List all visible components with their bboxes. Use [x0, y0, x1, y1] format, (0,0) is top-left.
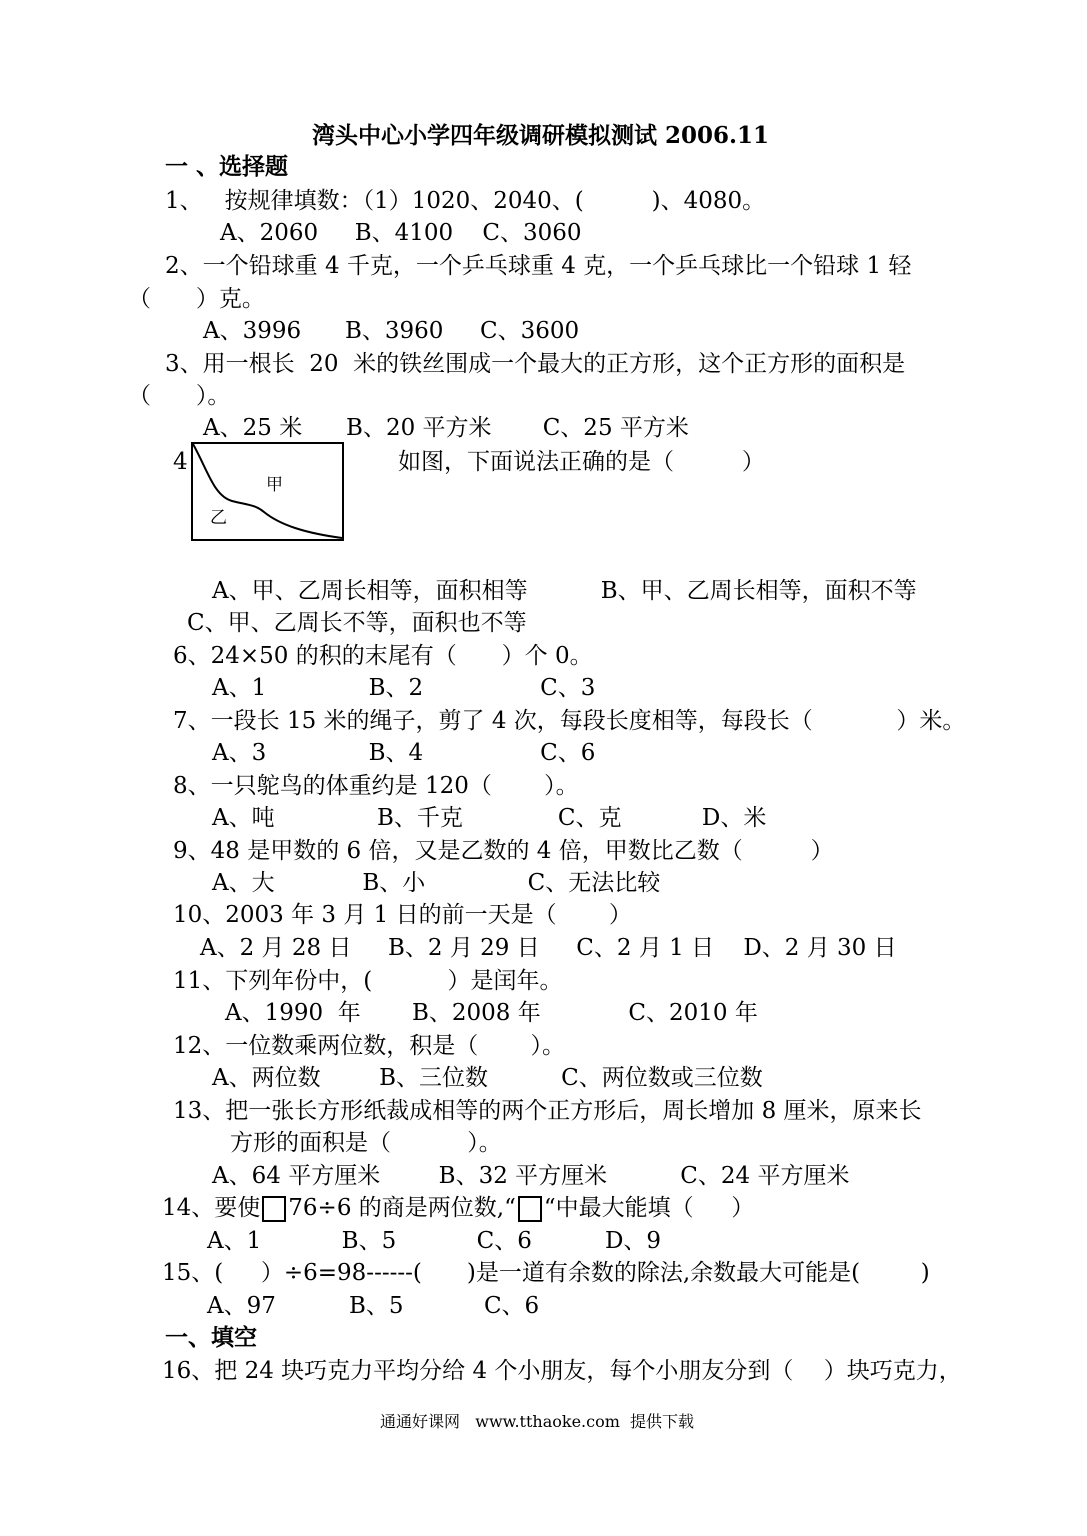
page-title: 湾头中心小学四年级调研模拟测试 2006.11	[312, 122, 770, 149]
figure-label-yi: 乙	[210, 508, 227, 528]
question-6: 6、24×50 的积的末尾有（ ）个 0。	[173, 643, 593, 669]
section-heading-choice: 一 、选择题	[165, 153, 289, 180]
section-heading-fill: 一、填空	[165, 1324, 257, 1351]
question-15-options: A、97 B、5 C、6	[207, 1293, 540, 1319]
question-15: 15、( ）÷6=98------( )是一道有余数的除法,余数最大可能是( )	[162, 1260, 930, 1286]
question-11-options: A、1990 年 B、2008 年 C、2010 年	[225, 1000, 758, 1026]
figure-label-jia: 甲	[266, 475, 283, 495]
question-13-cont: 方形的面积是（ ）。	[230, 1130, 502, 1156]
question-3: 3、用一根长 20 米的铁丝围成一个最大的正方形，这个正方形的面积是	[165, 351, 906, 377]
question-10: 10、2003 年 3 月 1 日的前一天是（ ）	[173, 902, 632, 928]
question-14-pre: 14、要使	[162, 1195, 261, 1221]
question-9-options: A、大 B、小 C、无法比较	[212, 870, 661, 896]
question-8-options: A、吨 B、千克 C、克 D、米	[212, 805, 767, 831]
question-9: 9、48 是甲数的 6 倍，又是乙数的 4 倍，甲数比乙数（ ）	[173, 838, 834, 864]
question-12: 12、一位数乘两位数，积是（ ）。	[173, 1033, 566, 1059]
question-14-mid: 76÷6 的商是两位数,“	[288, 1195, 516, 1221]
question-13: 13、把一张长方形纸裁成相等的两个正方形后，周长增加 8 厘米，原来长	[173, 1098, 922, 1124]
question-2-cont: （ ）克。	[128, 286, 265, 312]
blank-box	[518, 1196, 542, 1222]
question-10-options: A、2 月 28 日 B、2 月 29 日 C、2 月 1 日 D、2 月 30 日	[200, 935, 897, 961]
question-14-post: “中最大能填（ ）	[543, 1195, 755, 1221]
question-4-option-c: C、甲、乙周长不等，面积也不等	[187, 610, 527, 636]
question-1-options: A、2060 B、4100 C、3060	[220, 220, 582, 246]
question-11: 11、下列年份中，( ）是闰年。	[173, 968, 563, 994]
question-2: 2、一个铅球重 4 千克，一个乒乓球重 4 克，一个乒乓球比一个铅球 1 轻	[165, 253, 912, 279]
question-6-options: A、1 B、2 C、3	[212, 675, 596, 701]
question-3-cont: （ ）。	[128, 383, 231, 409]
question-14-options: A、1 B、5 C、6 D、9	[207, 1228, 662, 1254]
question-8: 8、一只鸵鸟的体重约是 120（ ）。	[173, 773, 579, 799]
question-1: 1、 按规律填数：（1）1020、2040、( )、4080。	[165, 188, 766, 214]
question-4-number: 4	[173, 449, 188, 475]
question-3-options: A、25 米 B、20 平方米 C、25 平方米	[203, 415, 689, 441]
question-4-figure	[190, 441, 346, 543]
question-16: 16、把 24 块巧克力平均分给 4 个小朋友，每个小朋友分到（ ）块巧克力，	[162, 1358, 962, 1384]
question-7: 7、一段长 15 米的绳子，剪了 4 次，每段长度相等，每段长（ ）米。	[173, 708, 966, 734]
question-12-options: A、两位数 B、三位数 C、两位数或三位数	[212, 1065, 763, 1091]
page-footer: 通通好课网 www.tthaoke.com 提供下载	[380, 1412, 695, 1431]
question-4-options-ab: A、甲、乙周长相等，面积相等 B、甲、乙周长相等，面积不等	[212, 578, 917, 604]
question-7-options: A、3 B、4 C、6	[212, 740, 596, 766]
question-13-options: A、64 平方厘米 B、32 平方厘米 C、24 平方厘米	[212, 1163, 850, 1189]
question-14	[162, 1193, 754, 1223]
question-4: 如图，下面说法正确的是（ ）	[398, 449, 765, 475]
blank-box	[262, 1196, 286, 1222]
question-2-options: A、3996 B、3960 C、3600	[203, 318, 580, 344]
